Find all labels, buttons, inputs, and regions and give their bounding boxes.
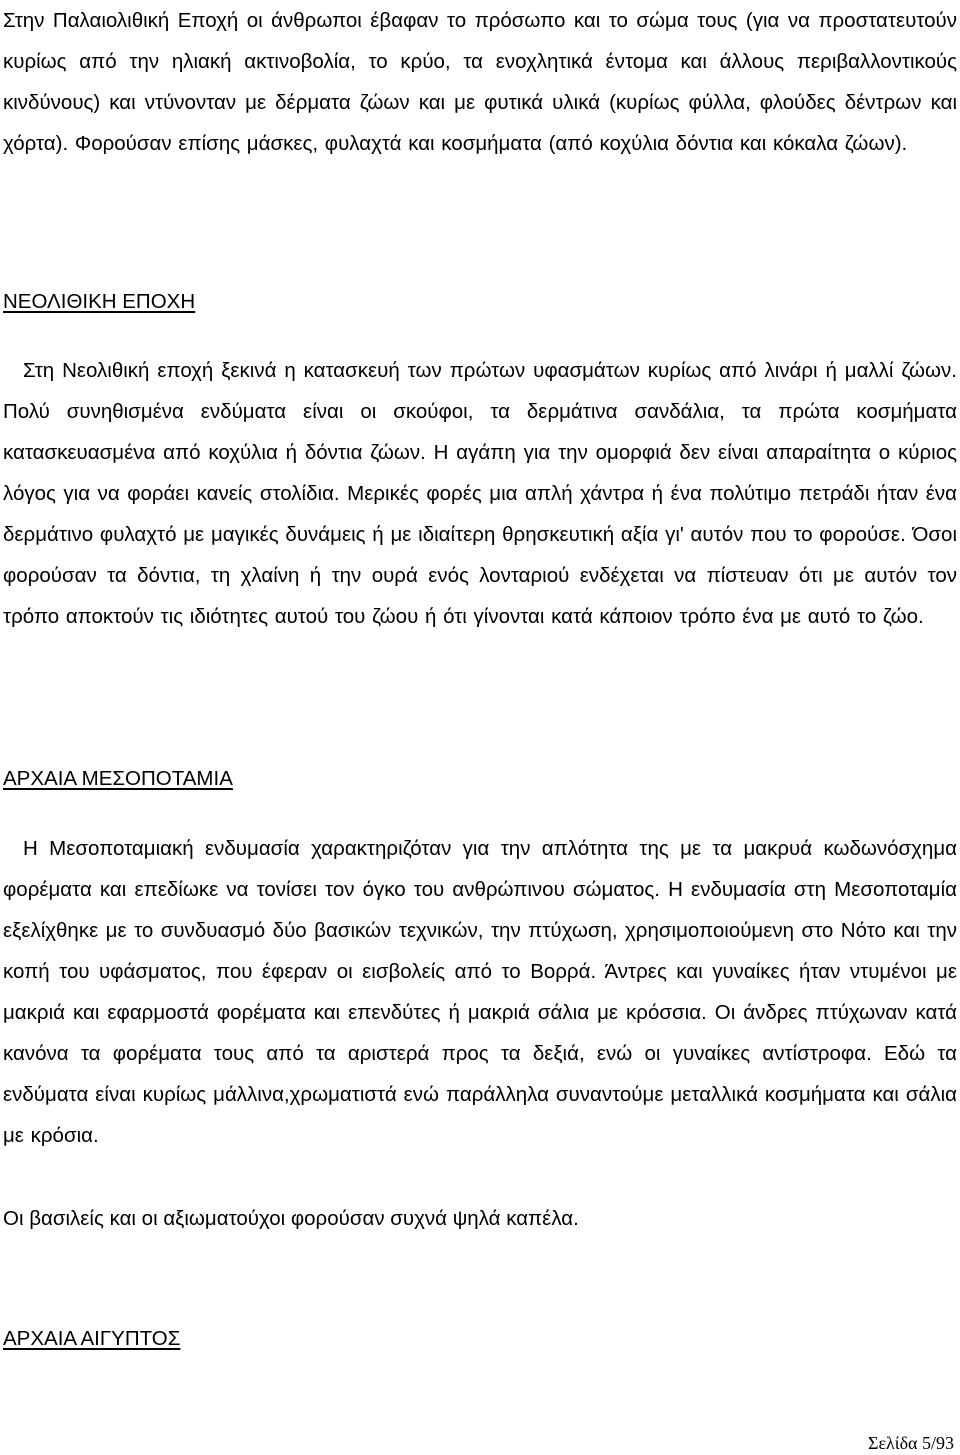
section-heading-egypt: ΑΡΧΑΙΑ ΑΙΓΥΠΤΟΣ xyxy=(3,1327,181,1350)
mesopotamia-extra-line: Οι βασιλείς και οι αξιωματούχοι φορούσαν συχνά ψηλά καπέλα. xyxy=(3,1207,579,1230)
section-heading-neolithic: ΝΕΟΛΙΘΙΚΗ ΕΠΟΧΗ xyxy=(3,290,196,313)
neolithic-paragraph: Στη Νεολιθική εποχή ξεκινά η κατασκευή των πρώτων υφασμάτων κυρίως από λινάρι ή μαλλί ζώων. Πολύ συνηθισμένα ενδύματα είναι οι σκούφοι, τα δερμάτινα σανδάλια, τα πρώτα κοσμήματα κατασκευασμένα από κοχύλια ή δόντια ζώων. Η αγάπη για την ομορφιά δεν είναι απαραίτητα ο κύριος λόγος για να φοράει κανείς στολίδια. Μερικές φορές μια απλή χάντρα ή ένα πολύτιμο πετράδι ήταν ένα δερμάτινο φυλαχτό με μαγικές δυνάμεις ή με ιδιαίτερη θρησκευτική αξία γι' αυτόν που το φορούσε. Όσοι φορούσαν τα δόντια, τη χλαίνη ή την ουρά ενός λονταριού ενδέχεται να πίστευαν ότι με αυτόν τον τρόπο αποκτούν τις ιδιότητες αυτού του ζώου ή ότι γίνονται κατά κάποιον τρόπο ένα με αυτό το ζώο. xyxy=(3,359,957,628)
paleolithic-paragraph: Στην Παλαιολιθική Εποχή οι άνθρωποι έβαφαν το πρόσωπο και το σώμα τους (για να προστατευτούν κυρίως από την ηλιακή ακτινοβολία, το κρύο, τα ενοχλητικά έντομα και άλλους περιβαλλοντικούς κινδύνους) και ντύνονταν με δέρματα ζώων και με φυτικά υλικά (κυρίως φύλλα, φλούδες δέντρων και χόρτα). Φορούσαν επίσης μάσκες, φυλαχτά και κοσμήματα (από κοχύλια δόντια και κόκαλα ζώων). xyxy=(3,9,957,155)
mesopotamia-paragraph: Η Μεσοποταμιακή ενδυμασία χαρακτηριζόταν για την απλότητα της με τα μακρυά κωδωνόσχημα φορέματα και επεδίωκε να τονίσει τον όγκο του ανθρώπινου σώματος. Η ενδυμασία στη Μεσοποταμία εξελίχθηκε με το συνδυασμό δύο βασικών τεχνικών, την πτύχωση, χρησιμοποιούμενη στο Νότο και την κοπή του υφάσματος, που έφεραν οι εισβολείς από το Βορρά. Άντρες και γυναίκες ήταν ντυμένοι με μακριά και εφαρμοστά φορέματα και επενδύτες ή μακριά σάλια με κρόσσια. Οι άνδρες πτύχωναν κατά κανόνα τα φορέματα τους από τα αριστερά προς τα δεξιά, ενώ οι γυναίκες αντίστροφα. Εδώ τα ενδύματα είναι κυρίως μάλλινα,χρωματιστά ενώ παράλληλα συναντούμε μεταλλικά κοσμήματα και σάλια με κρόσια. xyxy=(3,837,957,1147)
page-number: Σελίδα 5/93 xyxy=(867,1433,954,1453)
section-heading-mesopotamia: ΑΡΧΑΙΑ ΜΕΣΟΠΟΤΑΜΙΑ xyxy=(3,767,233,790)
